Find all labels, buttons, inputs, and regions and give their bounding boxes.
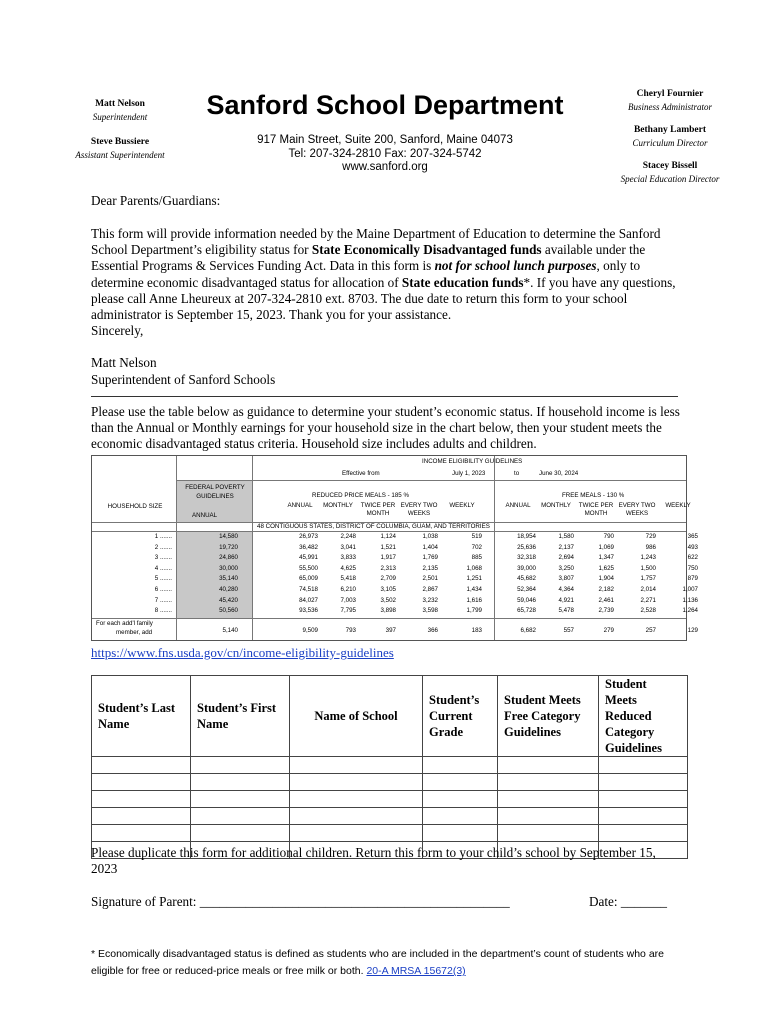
- free-value: 2,271: [640, 596, 656, 604]
- free-value: 1,264: [682, 607, 698, 615]
- reduced-value: 183: [471, 627, 482, 634]
- reduced-subheader: ANNUAL: [287, 502, 313, 509]
- reduced-value: 4,625: [340, 564, 356, 572]
- household-size: 5 .......: [154, 575, 172, 583]
- staff-role: Superintendent: [92, 112, 148, 122]
- effective-label: Effective from: [342, 470, 380, 477]
- free-value: 1,007: [682, 586, 698, 593]
- fpg-value: 50,560: [178, 607, 238, 614]
- household-size: 2 .......: [154, 543, 172, 551]
- fpg-value: 35,140: [178, 575, 238, 582]
- entry-cell[interactable]: [191, 791, 290, 808]
- free-value: 2,739: [598, 607, 614, 615]
- extra-label-line: member, add: [116, 629, 153, 636]
- income-eligibility-table: [91, 455, 698, 641]
- free-value: 65,728: [517, 607, 536, 615]
- free-value: 257: [645, 627, 656, 634]
- free-value: 1,243: [640, 554, 656, 562]
- free-value: 5,478: [558, 607, 574, 615]
- reduced-header: REDUCED PRICE MEALS - 185 %: [312, 492, 409, 499]
- household-size: 8 .......: [154, 607, 172, 615]
- free-value: 557: [563, 627, 574, 634]
- entry-cell[interactable]: [191, 757, 290, 774]
- staff-name: Bethany Lambert: [633, 125, 707, 135]
- extra-member-label: [96, 619, 153, 637]
- statute-link[interactable]: 20-A MRSA 15672(3): [366, 965, 466, 977]
- free-value: 18,954: [517, 533, 536, 540]
- reduced-value: 702: [471, 543, 482, 551]
- reduced-value: 1,769: [422, 554, 438, 562]
- free-value: 1,136: [682, 596, 698, 604]
- free-value: 622: [687, 554, 698, 562]
- letter-paragraph: [91, 226, 691, 388]
- entry-cell[interactable]: [290, 791, 423, 808]
- reduced-value: 1,251: [466, 575, 482, 583]
- entry-cell[interactable]: [290, 757, 423, 774]
- text-bold: State education funds: [401, 274, 524, 290]
- header-left-staff: [55, 98, 185, 161]
- extra-label-line: For each add'l family: [96, 620, 153, 627]
- text-bold-italic: not for school lunch purposes: [434, 258, 597, 274]
- free-value: 729: [645, 533, 656, 540]
- reduced-value: 1,799: [466, 607, 482, 615]
- header-free: Student Meets Free Category Guidelines: [498, 676, 599, 757]
- entry-cell[interactable]: [290, 774, 423, 791]
- staff-role: Special Education Director: [620, 174, 720, 184]
- free-value: 45,682: [517, 575, 536, 583]
- free-value: 6,682: [520, 627, 536, 634]
- table-title: INCOME ELIGIBILITY GUIDELINES: [422, 458, 523, 465]
- reduced-value: 1,404: [422, 543, 438, 551]
- text: , only to determine economic disadvantaged status for allocation of: [91, 258, 641, 290]
- reduced-value: 397: [385, 627, 396, 634]
- reduced-value: 2,709: [380, 575, 396, 583]
- reduced-subheader: MONTHLY: [323, 502, 353, 509]
- free-value: 1,069: [598, 543, 614, 551]
- free-value: 52,364: [517, 586, 536, 593]
- reduced-value: 1,068: [466, 564, 482, 572]
- staff-role: Assistant Superintendent: [75, 150, 165, 160]
- free-value: 2,014: [640, 586, 656, 593]
- free-value: 493: [687, 543, 698, 551]
- reduced-value: 1,038: [422, 533, 438, 540]
- reduced-value: 2,248: [340, 533, 356, 540]
- free-value: 2,461: [598, 596, 614, 604]
- reduced-value: 3,232: [422, 596, 438, 604]
- reduced-subheader: TWICE PER MONTH: [360, 502, 396, 517]
- free-header: FREE MEALS - 130 %: [562, 492, 625, 499]
- entry-cell[interactable]: [92, 774, 191, 791]
- free-value: 279: [603, 627, 614, 634]
- entry-cell[interactable]: [92, 825, 191, 842]
- phone-fax: Tel: 207-324-2810 Fax: 207-324-5742: [288, 147, 482, 160]
- entry-cell[interactable]: [191, 825, 290, 842]
- signer-title: Superintendent of Sanford Schools: [91, 371, 276, 387]
- entry-cell[interactable]: [498, 825, 599, 842]
- fpg-value: 19,720: [178, 544, 238, 551]
- page-title: Sanford School Department: [206, 90, 564, 120]
- fpg-value: 30,000: [178, 565, 238, 572]
- reduced-value: 55,500: [299, 564, 318, 572]
- free-subheader: ANNUAL: [505, 502, 531, 509]
- free-value: 32,318: [517, 554, 536, 562]
- website: www.sanford.org: [342, 161, 428, 173]
- header-right-staff: [605, 88, 735, 185]
- entry-cell[interactable]: [599, 808, 688, 825]
- staff-role: Business Administrator: [627, 102, 713, 112]
- reduced-value: 2,135: [422, 564, 438, 572]
- free-subheader: MONTHLY: [541, 502, 571, 509]
- reduced-value: 3,502: [380, 596, 396, 604]
- header-school: Name of School: [290, 676, 423, 757]
- reduced-value: 3,041: [340, 543, 356, 551]
- fpg-annual-header: ANNUAL: [192, 512, 218, 519]
- free-value: 4,921: [558, 596, 574, 604]
- effective-to: June 30, 2024: [539, 470, 579, 477]
- entry-cell[interactable]: [423, 825, 498, 842]
- staff-name: Stacey Bissell: [642, 161, 698, 171]
- parent-signature-line[interactable]: Signature of Parent: _______________________________________________: [91, 894, 510, 909]
- reduced-value: 1,124: [380, 533, 396, 540]
- reduced-value: 7,003: [340, 596, 356, 604]
- header-address-block: [185, 134, 585, 175]
- entry-cell[interactable]: [290, 808, 423, 825]
- reduced-value: 36,482: [299, 543, 318, 551]
- fpg-value: 45,420: [178, 597, 238, 604]
- entry-cell[interactable]: [599, 825, 688, 842]
- staff-name: Steve Bussiere: [90, 137, 150, 147]
- free-value: 1,347: [598, 554, 614, 562]
- free-value: 2,694: [558, 554, 574, 562]
- entry-cell[interactable]: [498, 791, 599, 808]
- fpg-value: 24,860: [178, 554, 238, 561]
- free-value: 1,580: [558, 533, 574, 540]
- fpg-header: FEDERAL POVERTY GUIDELINES: [185, 484, 245, 500]
- reduced-value: 84,027: [299, 596, 318, 604]
- reduced-value: 2,313: [380, 564, 396, 572]
- closing: Sincerely,: [91, 323, 144, 339]
- header-last-name: Student’s Last Name: [92, 676, 191, 757]
- household-header: HOUSEHOLD SIZE: [107, 503, 163, 510]
- reduced-value: 519: [471, 533, 482, 540]
- student-info-table: [91, 675, 688, 859]
- reduced-value: 26,973: [299, 533, 318, 540]
- reduced-value: 885: [471, 554, 482, 562]
- address: 917 Main Street, Suite 200, Sanford, Maine 04073: [257, 134, 513, 146]
- income-guidelines-link[interactable]: https://www.fns.usda.gov/cn/income-eligibility-guidelines: [91, 645, 394, 660]
- free-value: 750: [687, 564, 698, 572]
- fpg-value: 14,580: [178, 533, 238, 540]
- free-value: 1,625: [598, 564, 614, 572]
- header-reduced: Student Meets Reduced Category Guidelines: [599, 676, 688, 757]
- entry-cell[interactable]: [599, 757, 688, 774]
- free-value: 2,528: [640, 607, 656, 615]
- reduced-value: 2,867: [422, 586, 438, 593]
- free-value: 25,636: [517, 543, 536, 551]
- free-value: 59,046: [517, 596, 536, 604]
- staff-name: Matt Nelson: [95, 99, 145, 109]
- reduced-value: 1,616: [466, 596, 482, 604]
- free-value: 3,807: [558, 575, 574, 583]
- household-size: 4 .......: [154, 564, 172, 572]
- entry-cell[interactable]: [191, 808, 290, 825]
- free-value: 790: [603, 533, 614, 540]
- free-value: 1,757: [640, 575, 656, 583]
- reduced-value: 3,833: [340, 554, 356, 562]
- entry-cell[interactable]: [498, 774, 599, 791]
- free-value: 39,000: [517, 564, 536, 572]
- entry-cell[interactable]: [191, 774, 290, 791]
- date-line[interactable]: Date: _______: [589, 894, 668, 909]
- entry-cell[interactable]: [290, 825, 423, 842]
- to-label: to: [514, 470, 520, 477]
- free-value: 4,364: [558, 586, 574, 593]
- entry-cell[interactable]: [423, 757, 498, 774]
- household-size: 1 .......: [154, 533, 172, 540]
- text: *. If you have any questions, please call Anne Lheureux at 207-324-2810 ext. 8703. The due date to return this form to your school administrator is September 15, 2023. Thank you for your assistance.: [91, 274, 676, 323]
- reduced-value: 6,210: [340, 586, 356, 593]
- entry-cell[interactable]: [599, 774, 688, 791]
- free-value: 1,500: [640, 564, 656, 572]
- effective-from: July 1, 2023: [452, 470, 486, 477]
- text: This form will provide information needed by the Maine Department of Education to determine the Sanford School Department’s eligibility status for: [91, 226, 661, 258]
- footnote-text: * Economically disadvantaged status is defined as students who are included in the department’s count of students who are eligible for free or reduced-price meals or free milk or both.: [91, 948, 664, 977]
- entry-cell[interactable]: [498, 808, 599, 825]
- free-value: 1,904: [598, 575, 614, 583]
- entry-cell[interactable]: [92, 757, 191, 774]
- fpg-value: 40,280: [178, 586, 238, 593]
- reduced-value: 65,009: [299, 575, 318, 583]
- reduced-value: 793: [345, 627, 356, 634]
- signer-name: Matt Nelson: [91, 355, 157, 371]
- free-subheader: TWICE PER MONTH: [578, 502, 614, 517]
- duplicate-instructions: Please duplicate this form for additional children. Return this form to your child’s school by September 15, 2023: [91, 845, 656, 877]
- free-value: 2,137: [558, 543, 574, 551]
- reduced-value: 9,509: [302, 627, 318, 634]
- entry-cell[interactable]: [423, 808, 498, 825]
- staff-role: Curriculum Director: [632, 138, 708, 148]
- free-subheader: WEEKLY: [665, 502, 691, 509]
- free-value: 3,250: [558, 564, 574, 572]
- free-value: 879: [687, 575, 698, 583]
- entry-cell[interactable]: [423, 774, 498, 791]
- household-size: 3 .......: [154, 554, 172, 562]
- reduced-value: 3,898: [380, 607, 396, 615]
- household-size: 6 .......: [154, 586, 172, 593]
- reduced-value: 74,518: [299, 586, 318, 593]
- entry-cell[interactable]: [498, 757, 599, 774]
- reduced-value: 2,501: [422, 575, 438, 583]
- reduced-subheader: EVERY TWO WEEKS: [400, 502, 438, 517]
- header-first-name: Student’s First Name: [191, 676, 290, 757]
- entry-cell[interactable]: [92, 808, 191, 825]
- free-value: 129: [687, 627, 698, 634]
- header-grade: Student’s Current Grade: [423, 676, 498, 757]
- reduced-value: 366: [427, 627, 438, 634]
- reduced-value: 93,536: [299, 607, 318, 615]
- entry-cell[interactable]: [92, 791, 191, 808]
- household-size: 7 .......: [154, 596, 172, 604]
- reduced-value: 5,418: [340, 575, 356, 583]
- free-value: 2,182: [598, 586, 614, 593]
- free-value: 986: [645, 543, 656, 551]
- entry-cell[interactable]: [423, 791, 498, 808]
- fpg-value: 5,140: [222, 627, 238, 634]
- instructions: Please use the table below as guidance to determine your student’s economic status. If household income is less than the Annual or Monthly earnings for your household size in the chart below, then your student meets the economic disadvantaged status criteria. Household size includes adults and children.: [91, 404, 680, 452]
- footnote: [91, 946, 681, 980]
- divider: [91, 396, 678, 397]
- entry-cell[interactable]: [599, 791, 688, 808]
- reduced-value: 7,795: [340, 607, 356, 615]
- free-subheader: EVERY TWO WEEKS: [618, 502, 656, 517]
- region-label: 48 CONTIGUOUS STATES, DISTRICT OF COLUMBIA, GUAM, AND TERRITORIES: [257, 523, 490, 530]
- free-value: 365: [687, 533, 698, 540]
- text: available under the Essential Programs & Services Funding Act. Data in this form is: [91, 242, 646, 274]
- reduced-value: 1,521: [380, 543, 396, 551]
- reduced-subheader: WEEKLY: [449, 502, 475, 509]
- greeting: Dear Parents/Guardians:: [91, 193, 221, 208]
- reduced-value: 45,991: [299, 554, 318, 562]
- reduced-value: 1,434: [466, 586, 482, 593]
- text-bold: State Economically Disadvantaged funds: [311, 242, 542, 258]
- reduced-value: 3,598: [422, 607, 438, 615]
- reduced-value: 3,105: [380, 586, 396, 593]
- reduced-value: 1,917: [380, 554, 396, 562]
- staff-name: Cheryl Fournier: [636, 89, 704, 99]
